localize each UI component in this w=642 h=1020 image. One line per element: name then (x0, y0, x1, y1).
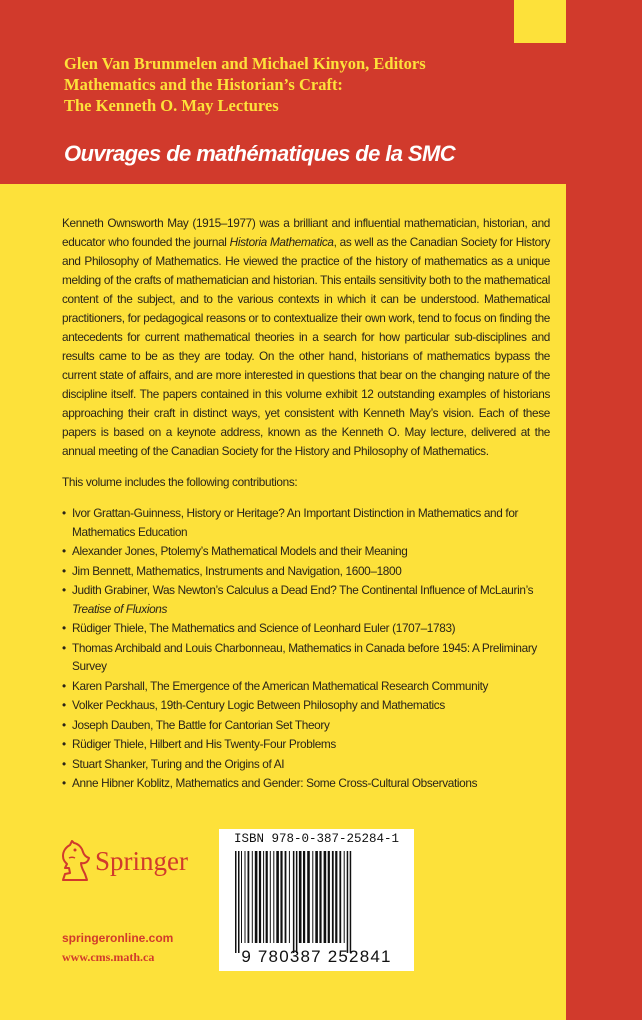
barcode-bar (280, 851, 282, 943)
barcode-bar (245, 851, 246, 943)
isbn-label: ISBN 978-0-387-25284-1 (233, 832, 400, 846)
side-stripe (566, 0, 642, 1020)
bullet-icon: • (62, 756, 66, 771)
contribution-item: • Stuart Shanker, Turing and the Origins of AI (62, 755, 550, 774)
editors-line: Glen Van Brummelen and Michael Kinyon, Editors (64, 54, 426, 73)
barcode-guard-bar (235, 851, 237, 953)
barcode-bar (248, 851, 250, 943)
bullet-icon: • (62, 717, 66, 732)
book-heading (64, 53, 534, 116)
society-url[interactable]: www.cms.math.ca (62, 950, 155, 964)
series-title: Ouvrages de mathématiques de la SMC (64, 141, 456, 166)
barcode-bar (263, 851, 264, 943)
bullet-icon: • (62, 506, 66, 520)
bullet-icon: • (62, 563, 66, 578)
barcode-bar (335, 851, 337, 943)
barcode-bar (328, 851, 330, 943)
treatise-title: Treatise of Fluxions (72, 601, 168, 616)
barcode-bar (276, 851, 279, 943)
publisher-url[interactable]: springeronline.com (62, 931, 174, 945)
barcode-guard-bar (296, 851, 298, 953)
contribution-item: • Anne Hibner Koblitz, Mathematics and Gender: Some Cross-Cultural Observations (62, 774, 550, 793)
contribution-item: • Ivor Grattan-Guinness, History or Heritage? An Important Distinction in Mathematics and for Mathematics Education (62, 506, 519, 539)
bullet-icon: • (62, 640, 66, 655)
bullet-icon: • (62, 737, 66, 751)
barcode-bar (252, 851, 253, 943)
contribution-item: • Thomas Archibald and Louis Charbonneau, Mathematics in Canada before 1945: A Preliminary Survey (62, 640, 537, 673)
bullet-icon: • (62, 678, 66, 693)
barcode-bar (289, 851, 290, 943)
contributions-list (62, 504, 550, 793)
title-line-2: The Kenneth O. May Lectures (64, 96, 279, 115)
barcode-bar (270, 851, 271, 943)
barcode-bar (299, 851, 302, 943)
barcode-bar (273, 851, 274, 943)
bullet-icon: • (62, 698, 66, 712)
contribution-item: • Volker Peckhaus, 19th-Century Logic Between Philosophy and Mathematics (62, 696, 550, 715)
back-cover-text (62, 214, 550, 794)
barcode-bar (324, 851, 327, 943)
journal-title: Historia Mathematica (229, 235, 334, 249)
bullet-icon: • (62, 776, 66, 790)
barcode-bar (344, 851, 345, 943)
contribution-item: • Jim Bennett, Mathematics, Instruments and Navigation, 1600–1800 (62, 562, 550, 581)
title-line-1: Mathematics and the Historian’s Craft: (64, 75, 343, 94)
barcode-guard-bar (238, 851, 240, 953)
barcode-guard-bar (350, 851, 352, 953)
barcode-bar (303, 851, 305, 943)
barcode-bar (255, 851, 258, 943)
barcode-guard-bar (293, 851, 295, 953)
bullet-icon: • (62, 583, 66, 597)
springer-knight-icon (57, 840, 93, 884)
contribution-item: • Alexander Jones, Ptolemy’s Mathematical Models and their Meaning (62, 542, 550, 561)
contribution-item: • Judith Grabiner, Was Newton’s Calculus a Dead End? The Continental Influence of McLaurin’s Treatise of Fluxions (62, 583, 534, 616)
barcode-guard-bar (347, 851, 349, 953)
corner-box (514, 0, 566, 43)
barcode-bar (332, 851, 334, 943)
contribution-item: • Rüdiger Thiele, The Mathematics and Science of Leonhard Euler (1707–1783) (62, 619, 550, 638)
publisher-name: Springer (95, 846, 188, 876)
bullet-icon: • (62, 621, 66, 635)
barcode-bar (307, 851, 310, 943)
barcode-bar (266, 851, 268, 943)
barcode-bar (259, 851, 261, 943)
barcode-box (219, 829, 414, 971)
barcode-bar (339, 851, 341, 943)
barcode-bar (285, 851, 287, 943)
contribution-item: • Karen Parshall, The Emergence of the American Mathematical Research Community (62, 677, 550, 696)
barcode-bar (312, 851, 313, 943)
abstract-paragraph: Kenneth Ownsworth May (1915–1977) was a brilliant and influential mathematician, historian, and educator who founded the journal Historia Mathematica, as well as the Canadian Society for History and Philosophy of Mathematics. He viewed the practice of the history of mathematics as a unique melding of the crafts of mathematician and historian. This entails sensitivity both to the mathematical content of the subject, and to the various contexts in which it can be understood. Mathematical practitioners, for pedagogical reasons or to contextualize their own work, tend to focus on finding the antecedents for current mathematical theories in a search for how particular sub-disciplines and results came to be as they are today. On the other hand, historians of mathematics bypass the current state of affairs, and are more interested in questions that bear on the changing nature of the discipline itself. The papers contained in this volume exhibit 12 outstanding examples of historians approaching their craft in distinct ways, yet consistent with Kenneth May’s vision. Each of these papers is based on a keynote address, known as the Kenneth O. May lecture, delivered at the annual meeting of the Canadian Society for the History and Philosophy of Mathematics. (62, 216, 550, 458)
barcode-bar (319, 851, 321, 943)
barcode-digits: 9 780387 252841 (241, 947, 392, 966)
barcode-bar (241, 851, 242, 943)
contribution-item: • Joseph Dauben, The Battle for Cantorian Set Theory (62, 716, 550, 735)
publisher-logo (57, 838, 207, 886)
contributions-intro: This volume includes the following contributions: (62, 475, 298, 489)
contribution-item: • Rüdiger Thiele, Hilbert and His Twenty-Four Problems (62, 735, 550, 754)
barcode-bar (315, 851, 318, 943)
bullet-icon: • (62, 544, 66, 558)
